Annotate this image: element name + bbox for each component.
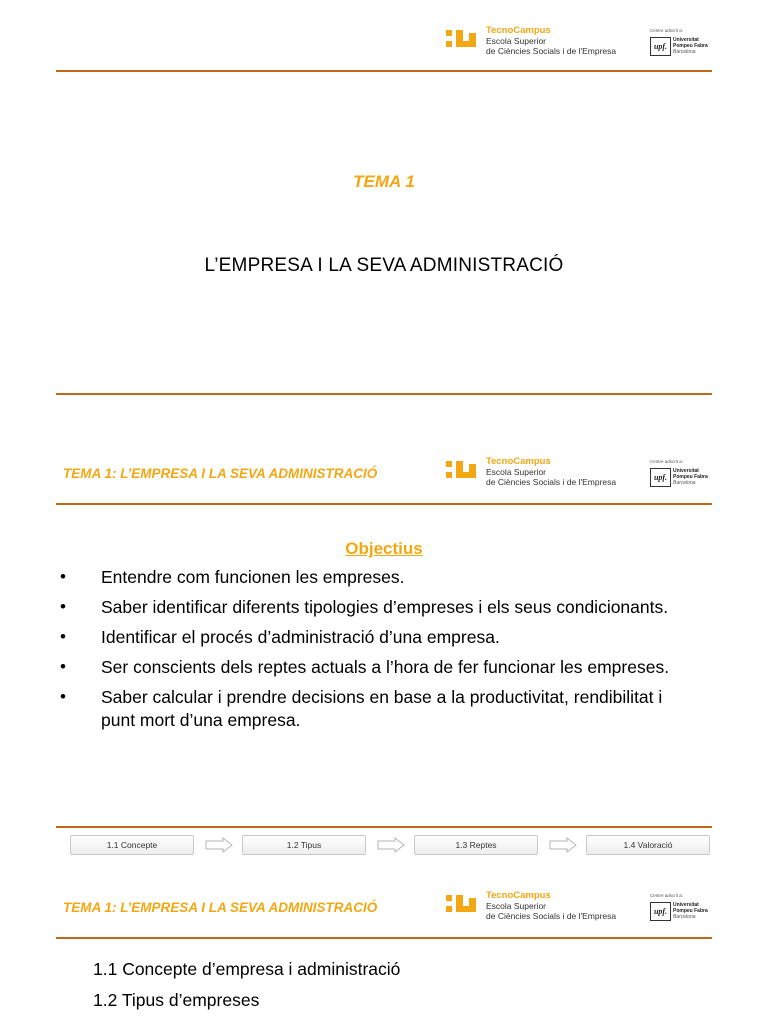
step-valoracio: 1.4 Valoració xyxy=(586,835,710,855)
logo-line-1: Escola Superior xyxy=(486,467,547,477)
logo-line-1: Escola Superior xyxy=(486,901,547,911)
slide3-header: TEMA 1: L’EMPRESA I LA SEVA ADMINISTRACIÓ xyxy=(63,900,378,915)
upf-line-1: Universitat xyxy=(673,37,699,43)
upf-line-2: Pompeu Fabra xyxy=(673,43,708,49)
bullet-icon: • xyxy=(60,657,66,676)
upf-line-3: Barcelona xyxy=(673,914,696,920)
step-reptes: 1.3 Reptes xyxy=(414,835,538,855)
process-steps xyxy=(70,835,712,855)
logo-line-2: de Ciències Socials i de l'Empresa xyxy=(486,477,617,487)
objectives-title: Objectius xyxy=(345,539,423,558)
list-item: • Saber calcular i prendre decisions en base a la productivitat, rendibilitat i punt mort d’una empresa. xyxy=(60,687,663,730)
tecnocampus-mark-icon xyxy=(446,895,478,915)
header-divider xyxy=(56,503,712,505)
logo-brand: TecnoCampus xyxy=(486,890,551,901)
upf-caption: Centre adscrit a: xyxy=(650,893,684,898)
slide1-title: L’EMPRESA I LA SEVA ADMINISTRACIÓ xyxy=(204,255,564,276)
arrow-right-icon xyxy=(205,837,233,853)
step-tipus: 1.2 Tipus xyxy=(242,835,366,855)
bullet-icon: • xyxy=(60,627,66,646)
tecnocampus-logo xyxy=(446,891,616,931)
slide-divider xyxy=(56,826,712,828)
upf-caption: Centre adscrit a: xyxy=(650,459,684,464)
upf-line-3: Barcelona xyxy=(673,480,696,486)
upf-mark: upf. xyxy=(650,902,671,921)
upf-logo xyxy=(650,28,720,64)
bullet-icon: • xyxy=(60,567,66,586)
tecnocampus-mark-icon xyxy=(446,30,478,50)
tecnocampus-logo xyxy=(446,457,616,497)
objectives-list xyxy=(60,566,700,739)
logo-brand: TecnoCampus xyxy=(486,456,551,467)
upf-line-3: Barcelona xyxy=(673,49,696,55)
arrow-right-icon xyxy=(377,837,405,853)
header-divider xyxy=(56,70,712,72)
slide-divider xyxy=(56,393,712,395)
logo-line-2: de Ciències Socials i de l'Empresa xyxy=(486,46,617,56)
list-item: • Entendre com funcionen les empreses. xyxy=(60,567,405,587)
list-item: • Ser conscients dels reptes actuals a l’hora de fer funcionar les empreses. xyxy=(60,657,670,677)
header-divider xyxy=(56,937,712,939)
upf-mark: upf. xyxy=(650,37,671,56)
slide1-tema: TEMA 1 xyxy=(353,172,415,191)
arrow-right-icon xyxy=(549,837,577,853)
logo-line-1: Escola Superior xyxy=(486,36,547,46)
upf-logo xyxy=(650,893,720,929)
list-item: • Saber identificar diferents tipologies d’empreses i els seus condicionants. xyxy=(60,597,669,617)
toc-item-1: 1.1 Concepte d’empresa i administració xyxy=(93,959,401,979)
upf-line-1: Universitat xyxy=(673,468,699,474)
logo-line-2: de Ciències Socials i de l'Empresa xyxy=(486,911,617,921)
logo-brand: TecnoCampus xyxy=(486,25,551,36)
upf-logo xyxy=(650,459,720,495)
step-concepte: 1.1 Concepte xyxy=(70,835,194,855)
toc-item-2: 1.2 Tipus d’empreses xyxy=(93,990,260,1010)
upf-line-2: Pompeu Fabra xyxy=(673,908,708,914)
upf-line-1: Universitat xyxy=(673,902,699,908)
upf-caption: Centre adscrit a: xyxy=(650,28,684,33)
upf-mark: upf. xyxy=(650,468,671,487)
upf-line-2: Pompeu Fabra xyxy=(673,474,708,480)
slide2-header: TEMA 1: L’EMPRESA I LA SEVA ADMINISTRACIÓ xyxy=(63,466,378,481)
tecnocampus-mark-icon xyxy=(446,461,478,481)
list-item: • Identificar el procés d’administració d’una empresa. xyxy=(60,627,500,647)
bullet-icon: • xyxy=(60,687,66,706)
tecnocampus-logo xyxy=(446,26,616,66)
bullet-icon: • xyxy=(60,597,66,616)
